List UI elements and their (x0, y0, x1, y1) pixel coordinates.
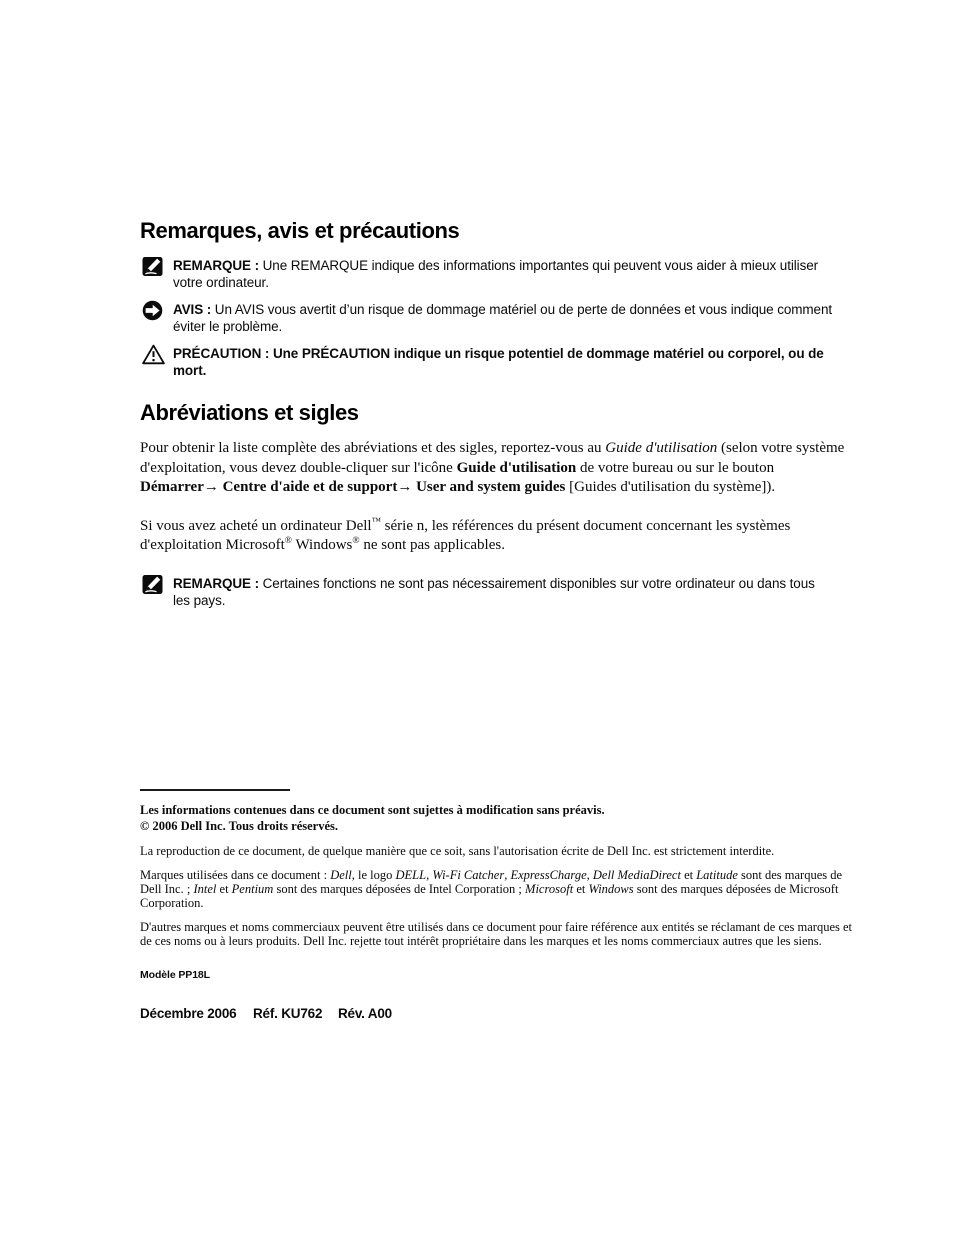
heading-notices: Remarques, avis et précautions (140, 218, 460, 243)
main-content (140, 218, 852, 619)
warning-triangle-icon (142, 344, 163, 365)
paragraph-serie-n: Si vous avez acheté un ordinateur Dell™ série n, les références du présent document concernant les systèmes d'exploitation Microsoft® Windows® ne sont pas applicables. (140, 516, 791, 553)
paragraph-abbreviations: Pour obtenir la liste complète des abréviations et des sigles, reportez-vous au Guide d'utilisation (selon votre système d'exploitation, vous devez double-cliquer sur l'icône Guide d'utilisation de votre bureau ou sur le bouton Démarrer→ Centre d'aide et de support→ User and system guides [Guides d'utilisation du système]). (140, 440, 845, 495)
note-label: REMARQUE : (173, 575, 259, 591)
note-avis (142, 301, 852, 335)
part-number: Réf. KU762 (253, 1006, 323, 1021)
reproduction-paragraph: La reproduction de ce document, de quelque manière que ce soit, sans l'autorisation écrite de Dell Inc. est strictement interdite. (140, 844, 775, 858)
note-body: Un AVIS vous avertit d’un risque de dommage matériel ou de perte de données et vous indique comment éviter le problème. (173, 302, 833, 334)
arrow-circle-icon (142, 300, 163, 321)
revision-number: Rév. A00 (338, 1006, 392, 1021)
note-body: Une REMARQUE indique des informations importantes qui peuvent vous aider à mieux utiliser votre ordinateur. (173, 258, 819, 290)
other-trademarks-paragraph: D'autres marques et noms commerciaux peuvent être utilisés dans ce document pour faire référence aux entités se réclamant de ces marques et de ces noms ou à leurs produits. Dell Inc. rejette tout intérêt propriétaire dans les marques et les noms commerciaux autres que les siens. (140, 920, 853, 948)
model-number: Modèle PP18L (140, 969, 210, 981)
footer-divider (140, 789, 290, 791)
notepad-pencil-icon (142, 574, 163, 595)
revision-line (140, 1006, 854, 1021)
legal-footer (140, 789, 854, 1035)
note-remarque (142, 257, 852, 291)
copyright-line: © 2006 Dell Inc. Tous droits réservés. (140, 818, 338, 833)
note-label: PRÉCAUTION : (173, 346, 270, 361)
note-precaution (142, 345, 852, 379)
legal-notice-line: Les informations contenues dans ce document sont sujettes à modification sans préavis. (140, 803, 605, 817)
publication-date: Décembre 2006 (140, 1006, 237, 1021)
notepad-pencil-icon (142, 256, 163, 277)
note-remarque-functions (142, 575, 852, 609)
note-label: REMARQUE : (173, 258, 259, 273)
note-body: Certaines fonctions ne sont pas nécessairement disponibles sur votre ordinateur ou dans tous les pays. (173, 575, 815, 608)
heading-abbreviations: Abréviations et sigles (140, 400, 359, 425)
note-body: Une PRÉCAUTION indique un risque potentiel de dommage matériel ou corporel, ou de mort. (173, 346, 824, 378)
note-label: AVIS : (173, 302, 212, 317)
trademarks-paragraph: Marques utilisées dans ce document : Dell, le logo DELL, Wi-Fi Catcher, ExpressCharge, Dell MediaDirect et Latitude sont des marques de Dell Inc. ; Intel et Pentium sont des marques déposées de Intel Corporation ; Microsoft et Windows sont des marques déposées de Microsoft Corporation. (140, 868, 843, 910)
